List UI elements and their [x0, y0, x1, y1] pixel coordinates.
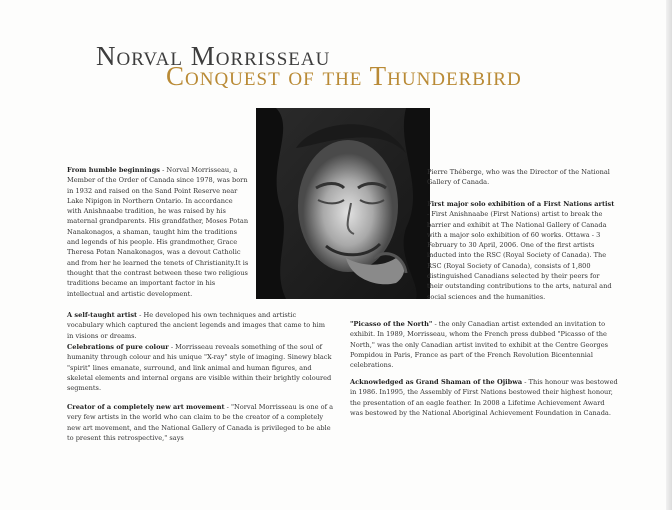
paragraph-new-art-movement	[67, 402, 335, 443]
text-first-major-solo: - First Anishnaabe (First Nations) artist to break the barrier and exhibit at The National Gallery of Canada with a major solo exhibition of 60 works. Ottawa - 3 February to 30 April, 2006. One of the first artists inducted into the RSC (Royal Society of Canada). The RSC (Royal Society of Canada), consists of 1,800 distinguished Canadians selected by their peers for their outstanding contributions to the arts, natural and social sciences and the humanities.	[427, 210, 612, 301]
page-edge-shadow	[666, 0, 672, 510]
heading-celebrations-colour: Celebrations of pure colour	[67, 343, 169, 351]
heading-self-taught: A self-taught artist	[67, 311, 138, 319]
paragraph-picasso-north	[350, 319, 618, 370]
title-exhibition-name: Conquest of the Thunderbird	[166, 61, 522, 91]
artist-portrait-photo	[256, 108, 430, 299]
heading-picasso-north: "Picasso of the North"	[350, 320, 433, 328]
text-celebrations-colour: - Morrisseau reveals something of the soul of humanity through colour and his unique "X-ray" style of imaging. Sinewy black "spirit" lines emanate, surround, and link animal and human figures, and skeletal elements and internal organs are visible within their brightly coloured segments.	[67, 343, 332, 393]
heading-grand-shaman: Acknowledged as Grand Shaman of the Ojibwa	[350, 378, 523, 386]
paragraph-celebrations-colour	[67, 342, 332, 393]
text-humble-beginnings: - Norval Morrisseau, a Member of the Order of Canada since 1978, was born in 1932 and raised on the Sand Point Reserve near Lake Nipigon in Northern Ontario. In accordance with Anishnaabe tradition, he was raised by his maternal grandparents. His grandfather, Moses Potan Nanakonagos, a shaman, taught him the traditions and legends of his people. His grandmother, Grace Theresa Potan Nanakonagos, was a devout Catholic and from her he learned the tenets of Christianity.It is thought that the contrast between these two religious traditions became an important factor in his intellectual and artistic development.	[67, 166, 249, 298]
heading-new-art-movement: Creator of a completely new art movement	[67, 403, 225, 411]
title-block	[96, 43, 616, 90]
title-artist-name: Norval Morrisseau	[96, 41, 331, 71]
text-new-art-movement: - "Norval Morrisseau is one of a very few artists in the world who can claim to be the creator of a completely new art movement, and the National Gallery of Canada is privileged to be able to present this retrospective," says	[67, 403, 334, 442]
portrait-image	[256, 108, 430, 299]
text-grand-shaman: - This honour was bestowed in 1986. In1995, the Assembly of First Nations bestowed their highest honour, the presentation of an eagle feather. In 2008 a Lifetime Achievement Award was bestowed by the National Aboriginal Achievement Foundation in Canada.	[350, 378, 618, 417]
heading-first-major-solo: First major solo exhibition of a First Nations artist	[427, 200, 615, 208]
paragraph-grand-shaman	[350, 377, 618, 418]
text-picasso-north: - the only Canadian artist extended an invitation to exhibit. In 1989, Morrisseau, whom the French press dubbed "Picasso of the North," was the only Canadian artist invited to exhibit at the Centre Georges Pompidou in Paris, France as part of the French Revolution Bicentennial celebrations.	[350, 320, 609, 370]
heading-humble-beginnings: From humble beginnings	[67, 166, 161, 174]
paragraph-humble-beginnings	[67, 165, 249, 299]
paragraph-self-taught	[67, 310, 332, 341]
paragraph-continued-quote	[427, 167, 617, 188]
text-continued-quote: Pierre Théberge, who was the Director of the National Gallery of Canada.	[427, 168, 610, 187]
paragraph-first-major-solo	[427, 199, 617, 302]
text-self-taught: - He developed his own techniques and artistic vocabulary which captured the ancient legends and images that came to him in visions or dreams.	[67, 311, 325, 340]
